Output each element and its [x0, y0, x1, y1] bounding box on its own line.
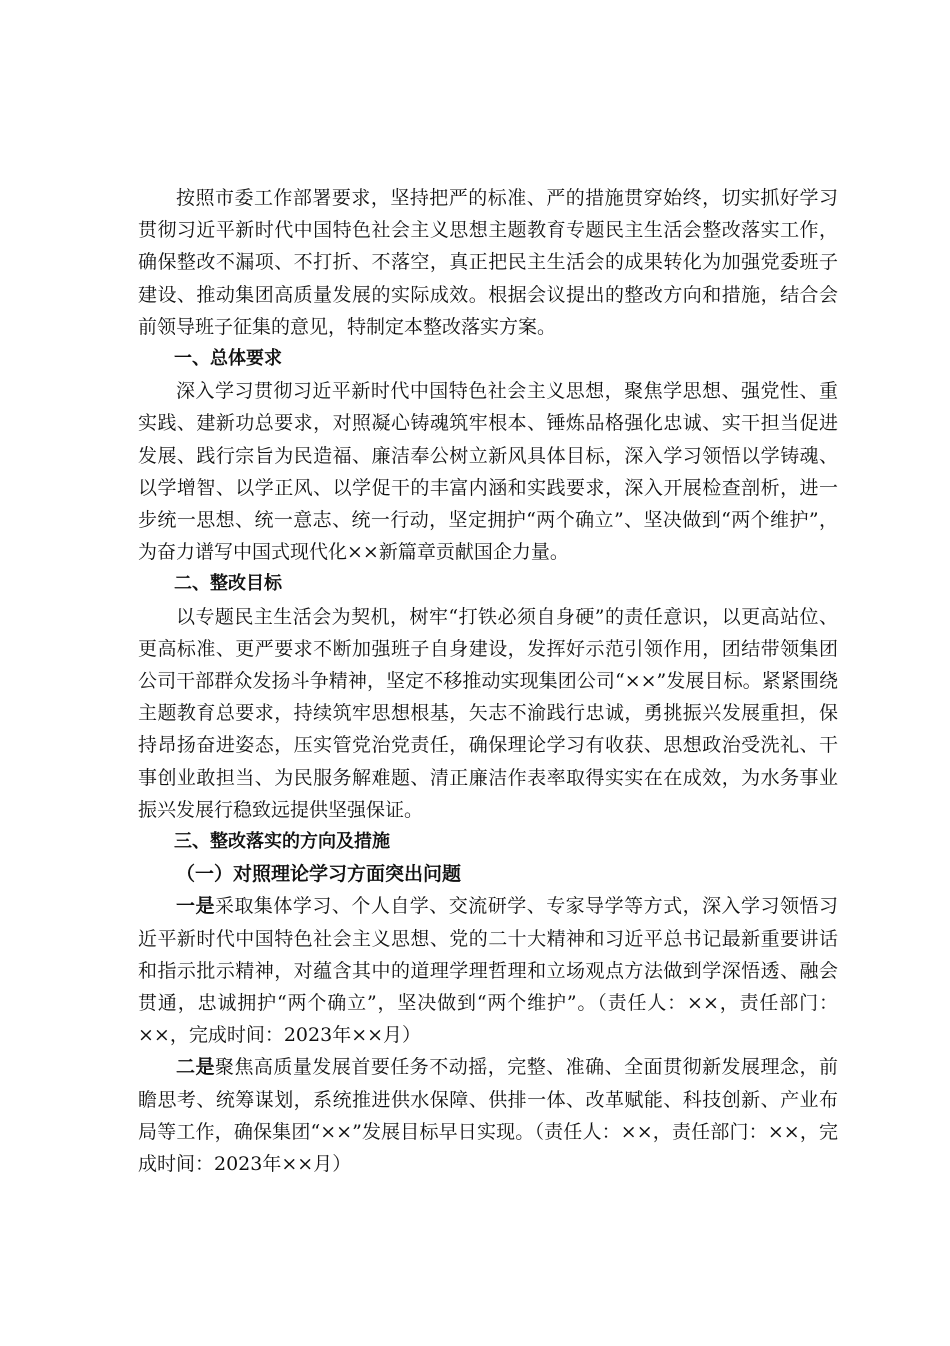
measure-item-2 — [138, 1051, 838, 1180]
measure-item-1-body: 采取集体学习、个人自学、交流研学、专家导学等方式，深入学习领悟习近平新时代中国特色社会主义思想、党的二十大精神和习近平总书记最新重要讲话和指示批示精神，对蕴含其中的道理学理哲理和立场观点方法做到学深悟透、融会贯通，忠诚拥护“两个确立”，坚决做到“两个维护”。（责任人：××，责任部门：××，完成时间：2023年××月） — [138, 895, 838, 1047]
measure-item-2-lead: 二是 — [176, 1056, 215, 1079]
section-heading-goals: 二、整改目标 — [174, 573, 282, 595]
intro-paragraph: 按照市委工作部署要求，坚持把严的标准、严的措施贯穿始终，切实抓好学习贯彻习近平新时代中国特色社会主义思想主题教育专题民主生活会整改落实工作，确保整改不漏项、不打折、不落空，真正把民主生活会的成果转化为加强党委班子建设、推动集团高质量发展的实际成效。根据会议提出的整改方向和措施，结合会前领导班子征集的意见，特制定本整改落实方案。 — [138, 187, 838, 338]
measure-item-1-lead: 一是 — [176, 895, 215, 918]
section-body-goals: 以专题民主生活会为契机，树牢“打铁必须自身硬”的责任意识，以更高站位、更高标准、更严要求不断加强班子自身建设，发挥好示范引领作用，团结带领集团公司干部群众发扬斗争精神，坚定不移推动实现集团公司“××”发展目标。紧紧围绕主题教育总要求，持续筑牢思想根基，矢志不渝践行忠诚，勇挑振兴发展重担，保持昂扬奋进姿态，压实管党治党责任，确保理论学习有收获、思想政治受洗礼、干事创业敢担当、为民服务解难题、清正廉洁作表率取得实实在在成效，为水务事业振兴发展行稳致远提供坚强保证。 — [138, 605, 838, 821]
section-body-general-requirements: 深入学习贯彻习近平新时代中国特色社会主义思想，聚焦学思想、强党性、重实践、建新功总要求，对照凝心铸魂筑牢根本、锤炼品格强化忠诚、实干担当促进发展、践行宗旨为民造福、廉洁奉公树立新风具体目标，深入学习领悟以学铸魂、以学增智、以学正风、以学促干的丰富内涵和实践要求，深入开展检查剖析，进一步统一思想、统一意志、统一行动，坚定拥护“两个确立”、坚决做到“两个维护”，为奋力谱写中国式现代化××新篇章贡献国企力量。 — [138, 380, 838, 564]
measure-item-1 — [138, 890, 838, 1051]
document-body — [138, 182, 838, 1180]
measure-item-2-body: 聚焦高质量发展首要任务不动摇，完整、准确、全面贯彻新发展理念，前瞻思考、统筹谋划，系统推进供水保障、供排一体、改革赋能、科技创新、产业布局等工作，确保集团“××”发展目标早日实现。（责任人：××，责任部门：××，完成时间：2023年××月） — [138, 1056, 838, 1176]
section-heading-measures: 三、整改落实的方向及措施 — [174, 831, 390, 853]
section-heading-general-requirements: 一、总体要求 — [174, 348, 282, 370]
subsection-heading-theory-study: （一）对照理论学习方面突出问题 — [176, 863, 462, 886]
